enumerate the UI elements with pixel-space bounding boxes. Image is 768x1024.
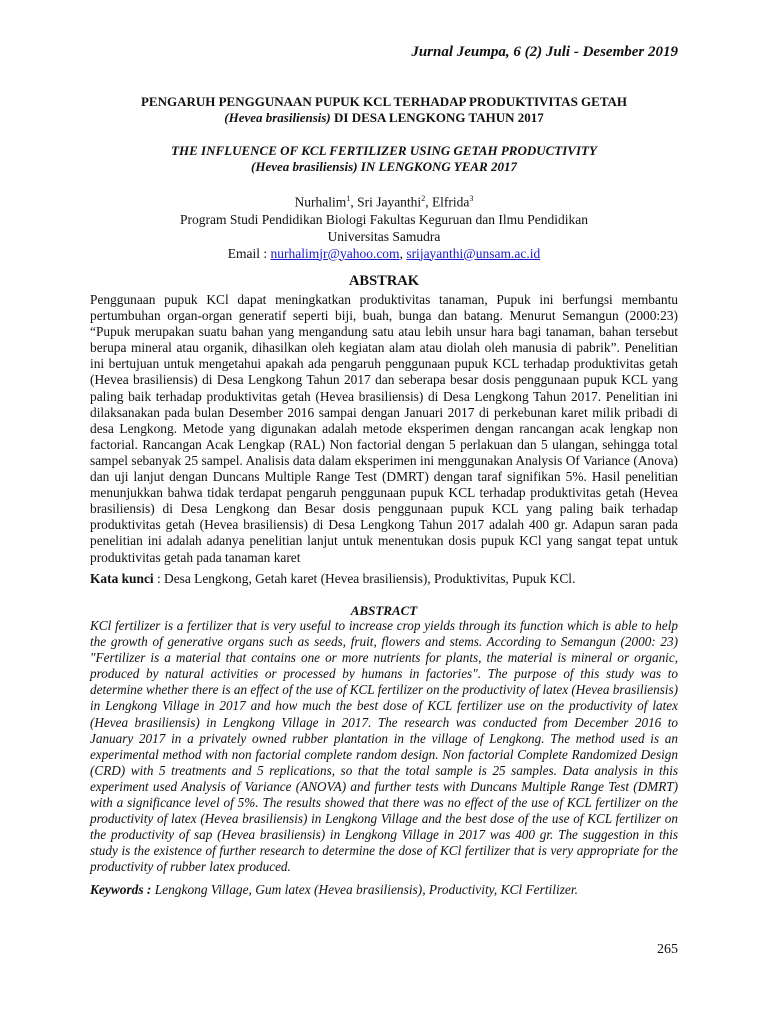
title-id-species: (Hevea brasiliensis) — [224, 110, 331, 125]
keywords-label: Keywords : — [90, 882, 152, 897]
email-link-1[interactable]: nurhalimjr@yahoo.com — [270, 245, 400, 261]
title-id-line1: PENGARUH PENGGUNAAN PUPUK KCL TERHADAP PRODUKTIVITAS GETAH — [140, 94, 628, 109]
email-line — [90, 245, 678, 262]
author-names — [90, 190, 678, 211]
title-en-line2: (Hevea brasiliensis) IN LENGKONG YEAR 2017 — [251, 159, 517, 174]
title-id-line2-rest: DI DESA LENGKONG TAHUN 2017 — [330, 110, 544, 125]
email-sep: , — [399, 245, 407, 261]
author-sep: , — [425, 194, 432, 210]
keywords — [90, 882, 678, 898]
kata-kunci — [90, 571, 678, 587]
author-sep: , — [350, 194, 358, 210]
authors-block — [90, 190, 678, 262]
affiliation-line2: Universitas Samudra — [327, 228, 441, 244]
abstrak-body: Penggunaan pupuk KCl dapat meningkatkan produktivitas tanaman, Pupuk ini berfungsi membantu pertumbuhan organ-organ generatif seperti biji, buah, bunga dan batang. Menurut Semangun (2000:23) “Pupuk merupakan suatu bahan yang mengandung satu atau lebih unsur hara bagi tanaman, bahan tersebut berupa mineral atau organik, dihasilkan oleh kegiatan alam atau diolah oleh manusia di pabrik”. Penelitian ini bertujuan untuk mengetahui apakah ada pengaruh penggunaan pupuk KCL terhadap produktivitas getah (Hevea brasiliensis) di Desa Lengkong Tahun 2017 dan seberapa besar dosis penggunaan pupuk KCL yang paling baik terhadap produktivitas getah (Hevea brasiliensis) di Desa Lengkong Tahun 2017. Penelitian ini dilaksanakan pada bulan Desember 2016 sampai dengan Januari 2017 di perkebunan karet milik pribadi di desa Lengkong. Metode yang digunakan adalah metode eksperimen dengan rancangan acak lengkap non factorial. Rancangan Acak Lengkap (RAL) Non factorial dengan 5 perlakuan dan 5 ulangan, sehingga total sampel sebanyak 25 sampel. Analisis data dalam eksperimen ini menggunakan Analysis Of Variance (Anova) dan uji lanjut dengan Duncans Multiple Range Test (DMRT) dengan taraf signifikan 5%. Hasil penelitian menunjukkan bahwa tidak terdapat pengaruh penggunaan pupuk KCL terhadap produktivitas getah (Hevea brasiliensis) di Desa Lengkong dan Besar dosis penggunaan pupuk KCL yang paling baik terhadap produktivitas getah (Hevea brasiliensis) di Desa Lengkong Tahun 2017 adalah 400 gr. Adapun saran pada penelitian ini adalah adanya penelitian lanjut untuk menentukan dosis pupuk KCl yang sangat tepat untuk produktivitas getah pada tanaman karet — [90, 292, 678, 565]
page-number: 265 — [657, 942, 678, 957]
author-2: Sri Jayanthi — [357, 194, 422, 210]
journal-header: Jurnal Jeumpa, 6 (2) Juli - Desember 2019 — [411, 44, 678, 60]
title-indonesian — [90, 94, 678, 126]
abstract-heading: ABSTRACT — [350, 603, 418, 618]
kata-kunci-label: Kata kunci — [90, 571, 154, 586]
abstract-body: KCl fertilizer is a fertilizer that is very useful to increase crop yields through its function which is able to help the growth of generative organs such as seeds, fruit, flowers and stems. According to Semangun (2000: 23) "Fertilizer is a material that contains one or more nutrients for plants, the material is mineral or organic, produced by natural activities or processed by humans in factories". The purpose of this study was to determine whether there is an effect of the use of KCL fertilizer on the productivity of latex (Hevea brasiliensis) in Lengkong Village in 2017 and how much the best dose of KCL fertilizer use on the productivity of latex (Hevea brasiliensis) in Lengkong Village in 2017. The research was conducted from December 2016 to January 2017 in a privately owned rubber plantation in the village of Lengkong. The method used is an experimental method with non factorial complete random design. Non factorial Complete Randomized Design (CRD) with 5 treatments and 5 replications, so that the total sample is 25 samples. Data analysis in this experiment used Analysis of Variance (ANOVA) and further tests with Duncans Multiple Range Test (DMRT) with a significance level of 5%. The results showed that there was no effect of the use of KCL fertilizer on the productivity of latex (Hevea brasiliensis) in Lengkong Village and the best dose of the use of KCL fertilizer on the productivity of sap (Hevea brasiliensis) in Lengkong Village in 2017 was 400 gr. The suggestion in this study is the existence of further research to determine the dose of KCl fertilizer that is very appropriate for the productivity of rubber latex produced. — [90, 618, 678, 875]
author-3-sup: 3 — [469, 194, 474, 203]
author-1: Nurhalim — [294, 194, 347, 210]
email-link-2[interactable]: srijayanthi@unsam.ac.id — [406, 245, 541, 261]
affiliation-line1: Program Studi Pendidikan Biologi Fakultas Keguruan dan Ilmu Pendidikan — [180, 211, 588, 227]
kata-kunci-text: : Desa Lengkong, Getah karet (Hevea brasiliensis), Produktivitas, Pupuk KCl. — [153, 571, 576, 586]
author-2-sup: 2 — [421, 194, 426, 203]
author-1-sup: 1 — [346, 194, 351, 203]
title-en-line1: THE INFLUENCE OF KCL FERTILIZER USING GETAH PRODUCTIVITY — [171, 143, 597, 158]
title-id-line2 — [90, 110, 678, 126]
keywords-text: Lengkong Village, Gum latex (Hevea brasiliensis), Productivity, KCl Fertilizer. — [151, 882, 578, 897]
author-3: Elfrida — [431, 194, 470, 210]
title-english — [90, 143, 678, 175]
email-label: Email : — [227, 245, 271, 261]
abstrak-heading: ABSTRAK — [348, 273, 420, 289]
